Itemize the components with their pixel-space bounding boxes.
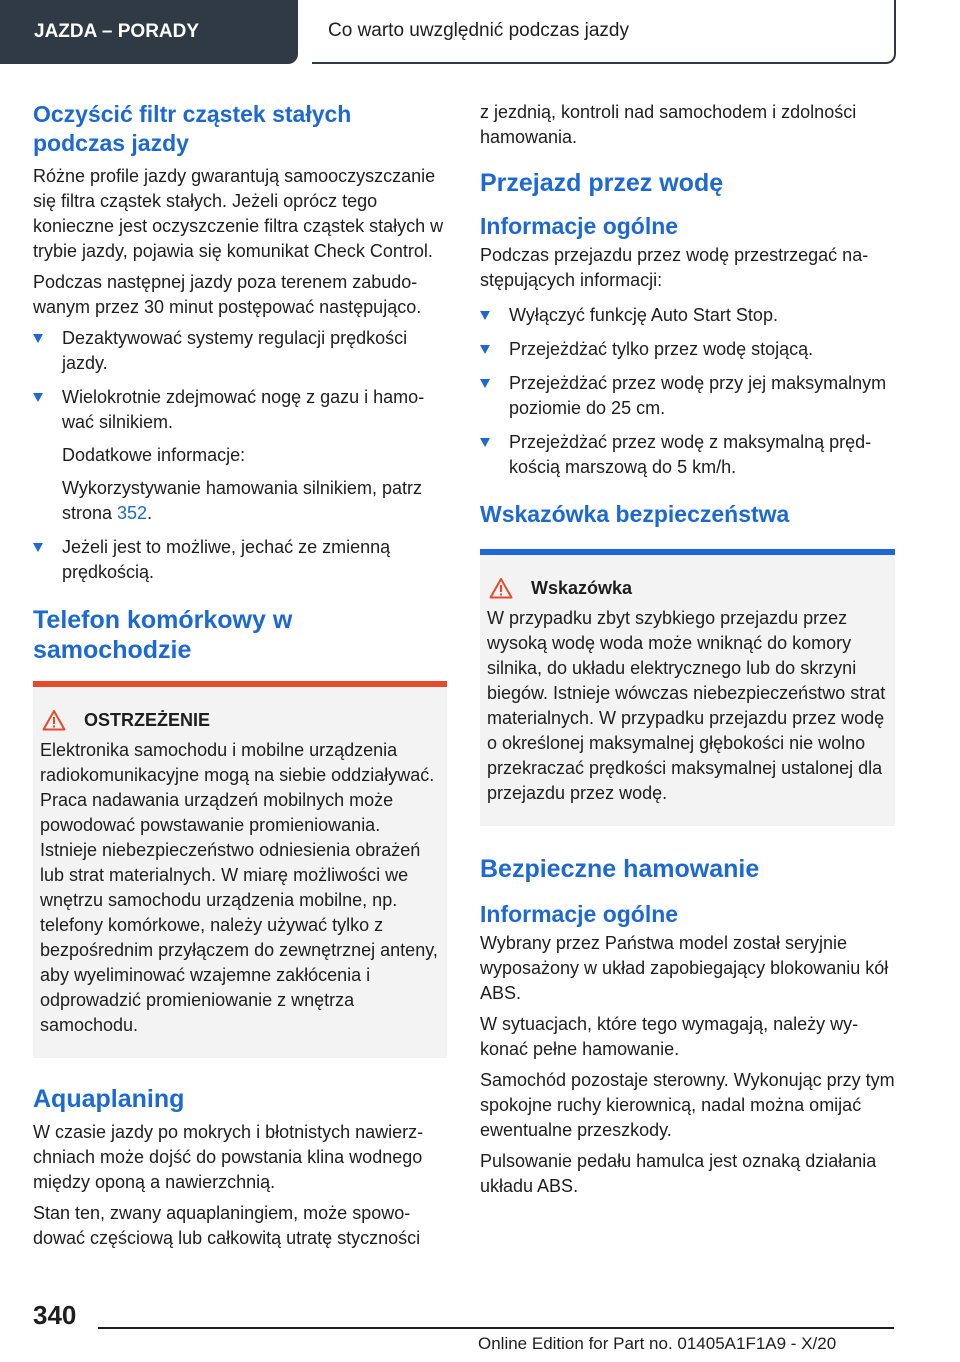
aquaplaning-heading: Aquaplaning — [33, 1085, 185, 1113]
list-item — [480, 371, 895, 421]
filter-heading: Oczyścić filtr cząstek stałych podczas jazdy — [33, 101, 352, 156]
water-subheading: Informacje ogólne — [480, 213, 679, 239]
right-column — [480, 100, 895, 1205]
list-item — [480, 303, 895, 328]
warning-triangle-icon — [489, 577, 513, 599]
edition-text: Online Edition for Part no. 01405A1F1A9 - X/20 — [478, 1334, 837, 1353]
warning-box — [33, 681, 447, 1058]
braking-heading: Bezpieczne hamowanie — [480, 855, 760, 883]
continued-paragraph: z jezdnią, kontroli nad samochodem i zdolności hamowania. — [480, 102, 857, 147]
section-title: JAZDA – PORADY — [34, 21, 200, 42]
aquaplaning-paragraph-1: W czasie jazdy po mokrych i błotnistych nawierzchniach może dojść do powstania klina wodnego między oponą a nawierzchnią. — [33, 1122, 424, 1192]
safety-subheading: Wskazówka bezpieczeństwa — [480, 501, 790, 527]
list-item — [33, 385, 447, 526]
filter-paragraph-2: Podczas następnej jazdy poza terenem zabudowanym przez 30 minut postępować następująco. — [33, 272, 422, 317]
section-tab — [0, 0, 298, 64]
list-item — [480, 430, 895, 480]
water-heading: Przejazd przez wodę — [480, 169, 724, 197]
aquaplaning-paragraph-2: Stan ten, zwany aquaplaningiem, może spowodować częściową lub całkowitą utratę styczności — [33, 1203, 421, 1248]
list-item — [33, 326, 447, 376]
triangle-bullet-icon — [33, 334, 43, 343]
additional-info-label: Dodatkowe informacje: — [62, 445, 246, 465]
braking-paragraph-2: W sytuacjach, które tego wymagają, należy wykonać pełne hamowanie. — [480, 1014, 859, 1059]
water-paragraph: Podczas przejazdu przez wodę przestrzegać następujących informacji: — [480, 245, 869, 290]
list-item-text: Wielokrotnie zdejmować nogę z gazu i hamować silnikiem. — [62, 387, 425, 432]
warning-text: Elektronika samochodu i mobilne urządzenia radiokomunikacyjne mogą na siebie oddziaływać. Praca nadawania urządzeń mobilnych może powodować powstawanie promieniowania. Istnieje niebezpieczeństwo odniesienia obrażeń lub strat materialnych. W miarę możliwości we wnętrzu samochodu urządzenia mobilne, np. telefony komórkowe, należy używać tylko z bezpośrednim przyłączem do zewnętrznej anteny, aby wyeliminować wzajemne zakłócenia i odprowadzić promieniowanie z wnętrza samochodu. — [40, 740, 438, 1035]
list-item-text: Jeżeli jest to możliwe, jechać ze zmienną prędkością. — [62, 537, 391, 582]
see-also-text — [62, 476, 447, 526]
see-also-label: Wykorzystywanie hamowania silnikiem, patrz strona — [62, 478, 422, 523]
left-column — [33, 100, 447, 1257]
list-item-text: Dezaktywować systemy regulacji prędkości jazdy. — [62, 328, 408, 373]
braking-paragraph-4: Pulsowanie pedału hamulca jest oznaką działania układu ABS. — [480, 1151, 877, 1196]
triangle-bullet-icon — [33, 393, 43, 402]
list-item-text: Przejeżdżać przez wodę z maksymalną prędkością marszową do 5 km/h. — [509, 432, 872, 477]
note-box — [480, 549, 895, 826]
page-number: 340 — [33, 1300, 77, 1330]
phone-heading: Telefon komórkowy w samochodzie — [33, 606, 293, 664]
page-link[interactable]: 352 — [117, 503, 148, 523]
warning-title: OSTRZEŻENIE — [84, 709, 211, 730]
see-also-end: . — [147, 503, 153, 523]
list-item — [480, 337, 895, 362]
braking-paragraph-1: Wybrany przez Państwa model został seryjnie wyposażony w układ zapobiegający blokowaniu kół ABS. — [480, 933, 889, 1003]
triangle-bullet-icon — [480, 438, 490, 447]
list-item-text: Wyłączyć funkcję Auto Start Stop. — [509, 305, 778, 325]
chapter-title: Co warto uwzględnić podczas jazdy — [328, 20, 629, 41]
note-header — [487, 577, 887, 599]
warning-header — [40, 709, 439, 731]
triangle-bullet-icon — [480, 379, 490, 388]
triangle-bullet-icon — [480, 345, 490, 354]
water-steps-list — [480, 303, 895, 480]
braking-paragraph-3: Samochód pozostaje sterowny. Wykonując przy tym spokojne ruchy kierownicą, nadal można omijać ewentualne przeszkody. — [480, 1070, 895, 1140]
list-item-text: Przejeżdżać przez wodę przy jej maksymalnym poziomie do 25 cm. — [509, 373, 887, 418]
footer-divider — [98, 1327, 894, 1329]
list-item-text: Przejeżdżać tylko przez wodę stojącą. — [509, 339, 814, 359]
triangle-bullet-icon — [33, 543, 43, 552]
warning-triangle-icon — [42, 709, 66, 731]
braking-subheading: Informacje ogólne — [480, 901, 679, 927]
note-text: W przypadku zbyt szybkiego przejazdu przez wysoką wodę woda może wniknąć do komory silnika, do układu elektrycznego lub do skrzyni biegów. Istnieje wówczas niebezpieczeństwo strat materialnych. W przypadku przejazdu przez wodę o określonej maksymalnej głębokości nie wolno przekraczać prędkości maksymalnej ustalonej dla przejazdu przez wodę. — [487, 608, 886, 803]
filter-steps-list — [33, 326, 447, 585]
note-title: Wskazówka — [531, 577, 633, 598]
list-item — [33, 535, 447, 585]
triangle-bullet-icon — [480, 311, 490, 320]
chapter-tab — [312, 0, 896, 64]
filter-paragraph-1: Różne profile jazdy gwarantują samooczyszczanie się filtra cząstek stałych. Jeżeli oprócz tego konieczne jest oczyszczenie filtra cząstek stałych w trybie jazdy, pojawia się komunikat Check Control. — [33, 166, 444, 261]
